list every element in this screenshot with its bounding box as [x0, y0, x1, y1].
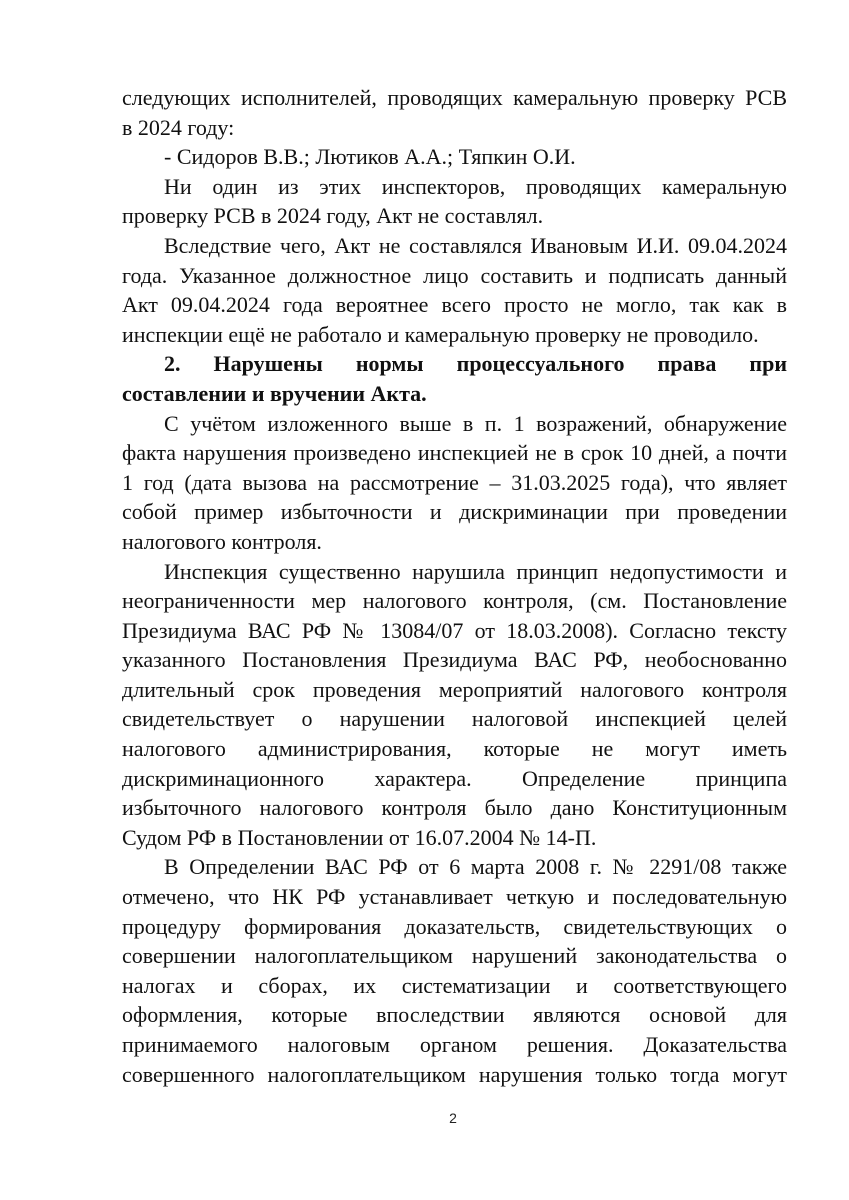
text-line: свидетельствует о нарушении налоговой инспекцией целей: [122, 706, 787, 732]
text-line: 2. Нарушены нормы процессуального права при: [164, 351, 787, 377]
section-heading: [122, 349, 787, 408]
text-line: совершенного налогоплательщиком нарушения только тогда могут: [122, 1061, 787, 1087]
text-line: оформления, которые впоследствии являются основой для: [122, 1002, 787, 1028]
document-body: [122, 83, 787, 1089]
text-line: процедуру формирования доказательств, свидетельствующих о: [122, 913, 787, 939]
text-line: собой пример избыточности и дискриминации при проведении: [122, 499, 787, 525]
text-line: следующих исполнителей, проводящих камеральную проверку РСВ: [122, 85, 787, 110]
text-line: совершении налогоплательщиком нарушений законодательства о: [122, 943, 787, 969]
text-line: Президиума ВАС РФ № 13084/07 от 18.03.2008). Согласно тексту: [122, 617, 787, 643]
paragraph: [122, 142, 787, 172]
paragraph: [122, 557, 787, 853]
text-line: факта нарушения произведено инспекцией не в срок 10 дней, а почти: [122, 440, 787, 466]
text-line: отмечено, что НК РФ устанавливает четкую и последовательную: [122, 884, 787, 910]
text-line: налогового контроля.: [122, 528, 322, 554]
paragraph: [122, 172, 787, 231]
text-line: длительный срок проведения мероприятий налогового контроля: [122, 676, 787, 702]
text-line: составлении и вручении Акта.: [122, 380, 427, 406]
text-line: года. Указанное должностное лицо составить и подписать данный: [122, 262, 787, 288]
text-line: в 2024 году:: [122, 114, 235, 140]
text-line: - Сидоров В.В.; Лютиков А.А.; Тяпкин О.И.: [164, 144, 576, 170]
text-line: инспекции ещё не работало и камеральную проверку не проводило.: [122, 321, 759, 347]
text-line: принимаемого налоговым органом решения. Доказательства: [122, 1032, 787, 1057]
text-line: В Определении ВАС РФ от 6 марта 2008 г. № 2291/08 также: [164, 854, 787, 880]
paragraph: [122, 852, 787, 1089]
paragraph: [122, 83, 787, 142]
text-line: дискриминационного характера. Определение принципа: [122, 765, 787, 791]
page-number: 2: [449, 1110, 457, 1126]
text-line: Вследствие чего, Акт не составлялся Ивановым И.И. 09.04.2024: [164, 232, 787, 258]
text-line: неограниченности мер налогового контроля, (см. Постановление: [122, 588, 787, 614]
paragraph: [122, 409, 787, 557]
text-line: Инспекция существенно нарушила принцип недопустимости и: [164, 558, 787, 584]
text-line: проверку РСВ в 2024 году, Акт не составлял.: [122, 203, 544, 229]
paragraph: [122, 231, 787, 349]
text-line: налогового администрирования, которые не могут иметь: [122, 736, 787, 762]
text-line: Акт 09.04.2024 года вероятнее всего просто не могло, так как в: [122, 292, 787, 318]
text-line: 1 год (дата вызова на рассмотрение – 31.03.2025 года), что являет: [122, 469, 787, 495]
text-line: указанного Постановления Президиума ВАС РФ, необоснованно: [122, 647, 787, 673]
text-line: Ни один из этих инспекторов, проводящих камеральную: [164, 173, 787, 199]
text-line: налогах и сборах, их систематизации и соответствующего: [122, 972, 787, 998]
text-line: избыточного налогового контроля было дано Конституционным: [122, 795, 787, 821]
text-line: С учётом изложенного выше в п. 1 возражений, обнаружение: [164, 410, 787, 436]
text-line: Судом РФ в Постановлении от 16.07.2004 № 14-П.: [122, 824, 597, 850]
